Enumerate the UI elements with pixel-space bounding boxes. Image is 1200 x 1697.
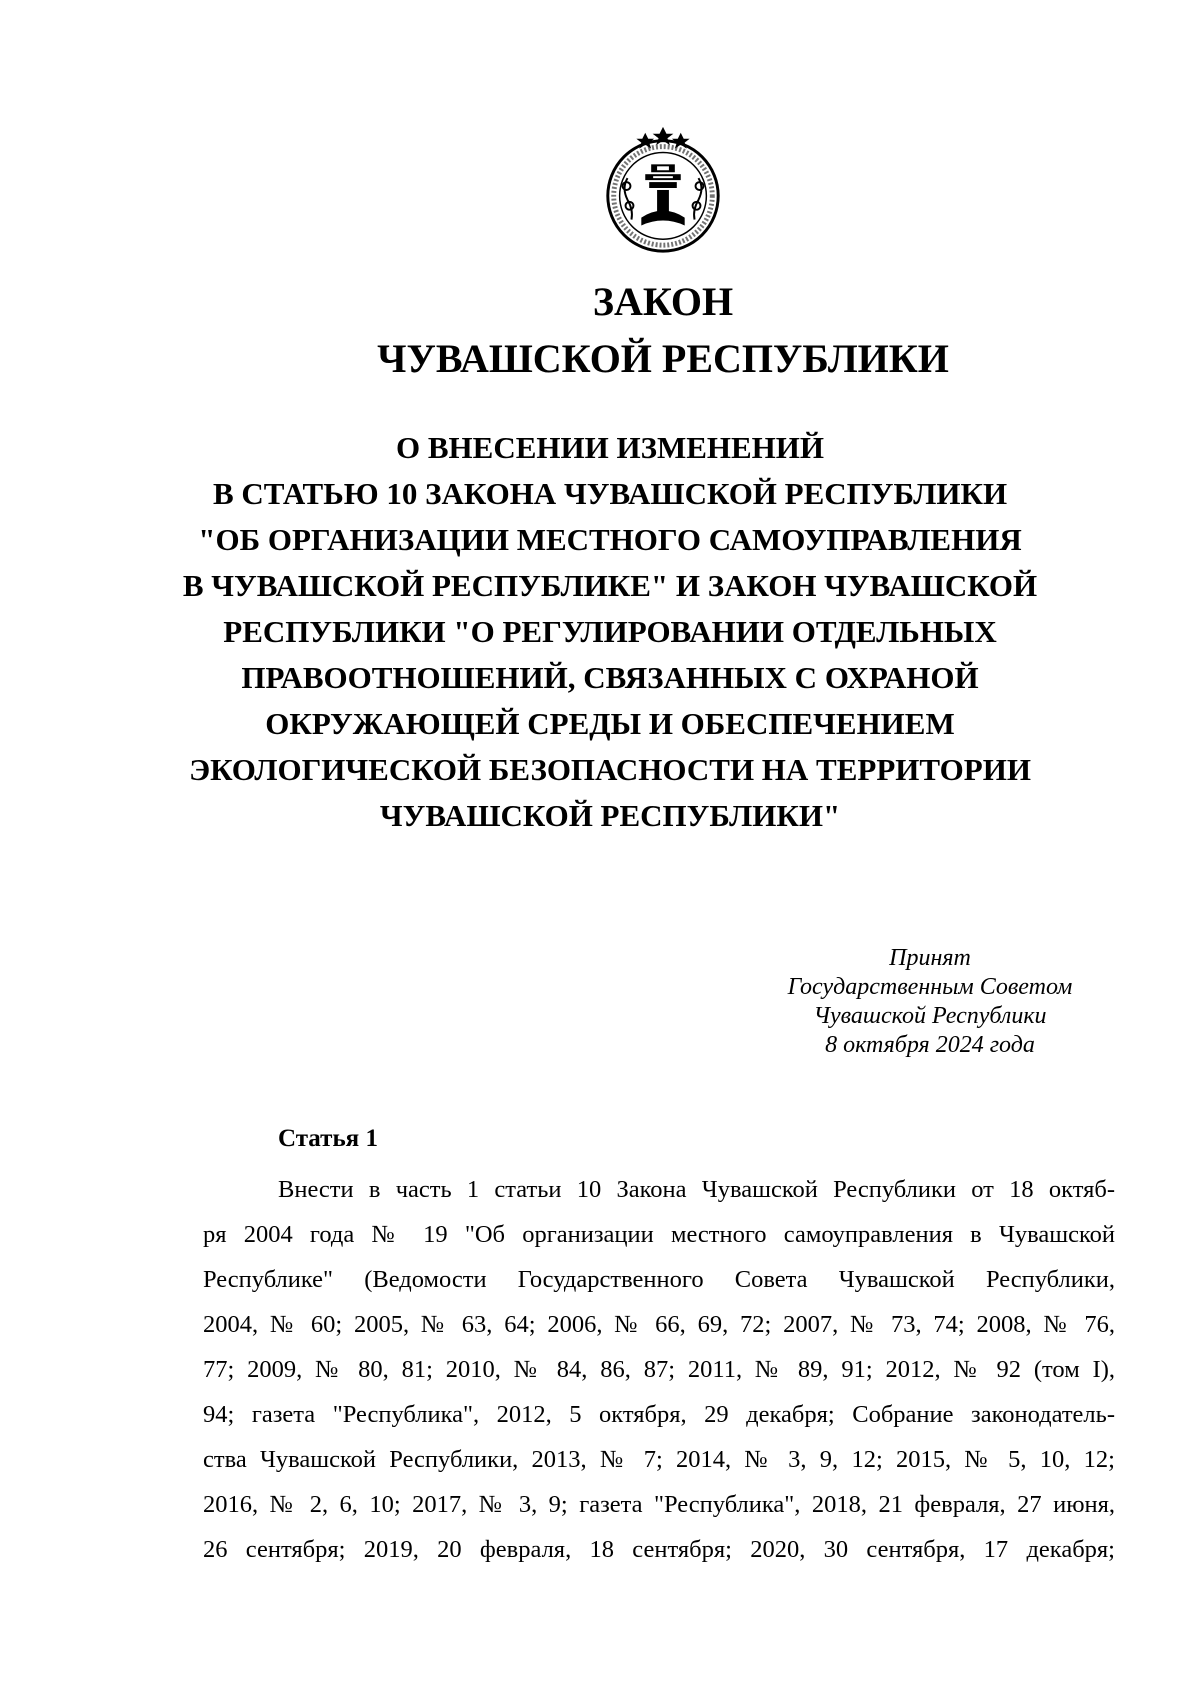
coat-of-arms-icon: [594, 119, 732, 257]
title-line: В ЧУВАШСКОЙ РЕСПУБЛИКЕ" И ЗАКОН ЧУВАШСКОЙ: [182, 568, 1038, 603]
title-line: ЭКОЛОГИЧЕСКОЙ БЕЗОПАСНОСТИ НА ТЕРРИТОРИИ: [189, 752, 1031, 787]
text-line: ства Чувашской Республики, 2013, № 7; 2014, № 3, 9, 12; 2015, № 5, 10, 12;: [203, 1446, 1115, 1473]
title-line: "ОБ ОРГАНИЗАЦИИ МЕСТНОГО САМОУПРАВЛЕНИЯ: [198, 522, 1022, 557]
adoption-line: Государственным Советом: [787, 974, 1073, 1000]
article-1-heading: Статья 1: [278, 1125, 378, 1152]
title-line: В СТАТЬЮ 10 ЗАКОНА ЧУВАШСКОЙ РЕСПУБЛИКИ: [212, 476, 1008, 511]
text-line: 2004, № 60; 2005, № 63, 64; 2006, № 66, 69, 72; 2007, № 73, 74; 2008, № 76,: [203, 1311, 1115, 1338]
adoption-line: Принят: [889, 945, 971, 971]
text-line: Республике" (Ведомости Государственного Совета Чувашской Республики,: [203, 1266, 1115, 1293]
text-line: 94; газета "Республика", 2012, 5 октября, 29 декабря; Собрание законодатель-: [203, 1401, 1115, 1428]
text-line: 77; 2009, № 80, 81; 2010, № 84, 86, 87; 2011, № 89, 91; 2012, № 92 (том I),: [203, 1356, 1115, 1383]
text-line: 2016, № 2, 6, 10; 2017, № 3, 9; газета "Республика", 2018, 21 февраля, 27 июня,: [203, 1491, 1115, 1518]
law-title: [110, 425, 1110, 839]
title-line: ПРАВООТНОШЕНИЙ, СВЯЗАННЫХ С ОХРАНОЙ: [241, 660, 979, 695]
title-line: ОКРУЖАЮЩЕЙ СРЕДЫ И ОБЕСПЕЧЕНИЕМ: [265, 706, 955, 741]
adoption-note: [760, 944, 1100, 1060]
title-line: РЕСПУБЛИКИ "О РЕГУЛИРОВАНИИ ОТДЕЛЬНЫХ: [223, 614, 997, 649]
text-line: 26 сентября; 2019, 20 февраля, 18 сентября; 2020, 30 сентября, 17 декабря;: [203, 1536, 1115, 1563]
article-1-text: [203, 1167, 1115, 1572]
text-line: Внести в часть 1 статьи 10 Закона Чувашской Республики от 18 октяб-: [278, 1176, 1115, 1203]
document-type: ЗАКОН: [592, 279, 734, 324]
issuing-republic: ЧУВАШСКОЙ РЕСПУБЛИКИ: [377, 336, 949, 381]
adoption-date: 8 октября 2024 года: [825, 1032, 1035, 1058]
title-line: ЧУВАШСКОЙ РЕСПУБЛИКИ": [379, 798, 841, 833]
text-line: ря 2004 года № 19 "Об организации местного самоуправления в Чувашской: [203, 1221, 1115, 1248]
title-line: О ВНЕСЕНИИ ИЗМЕНЕНИЙ: [395, 430, 825, 465]
adoption-line: Чувашской Республики: [813, 1003, 1047, 1029]
